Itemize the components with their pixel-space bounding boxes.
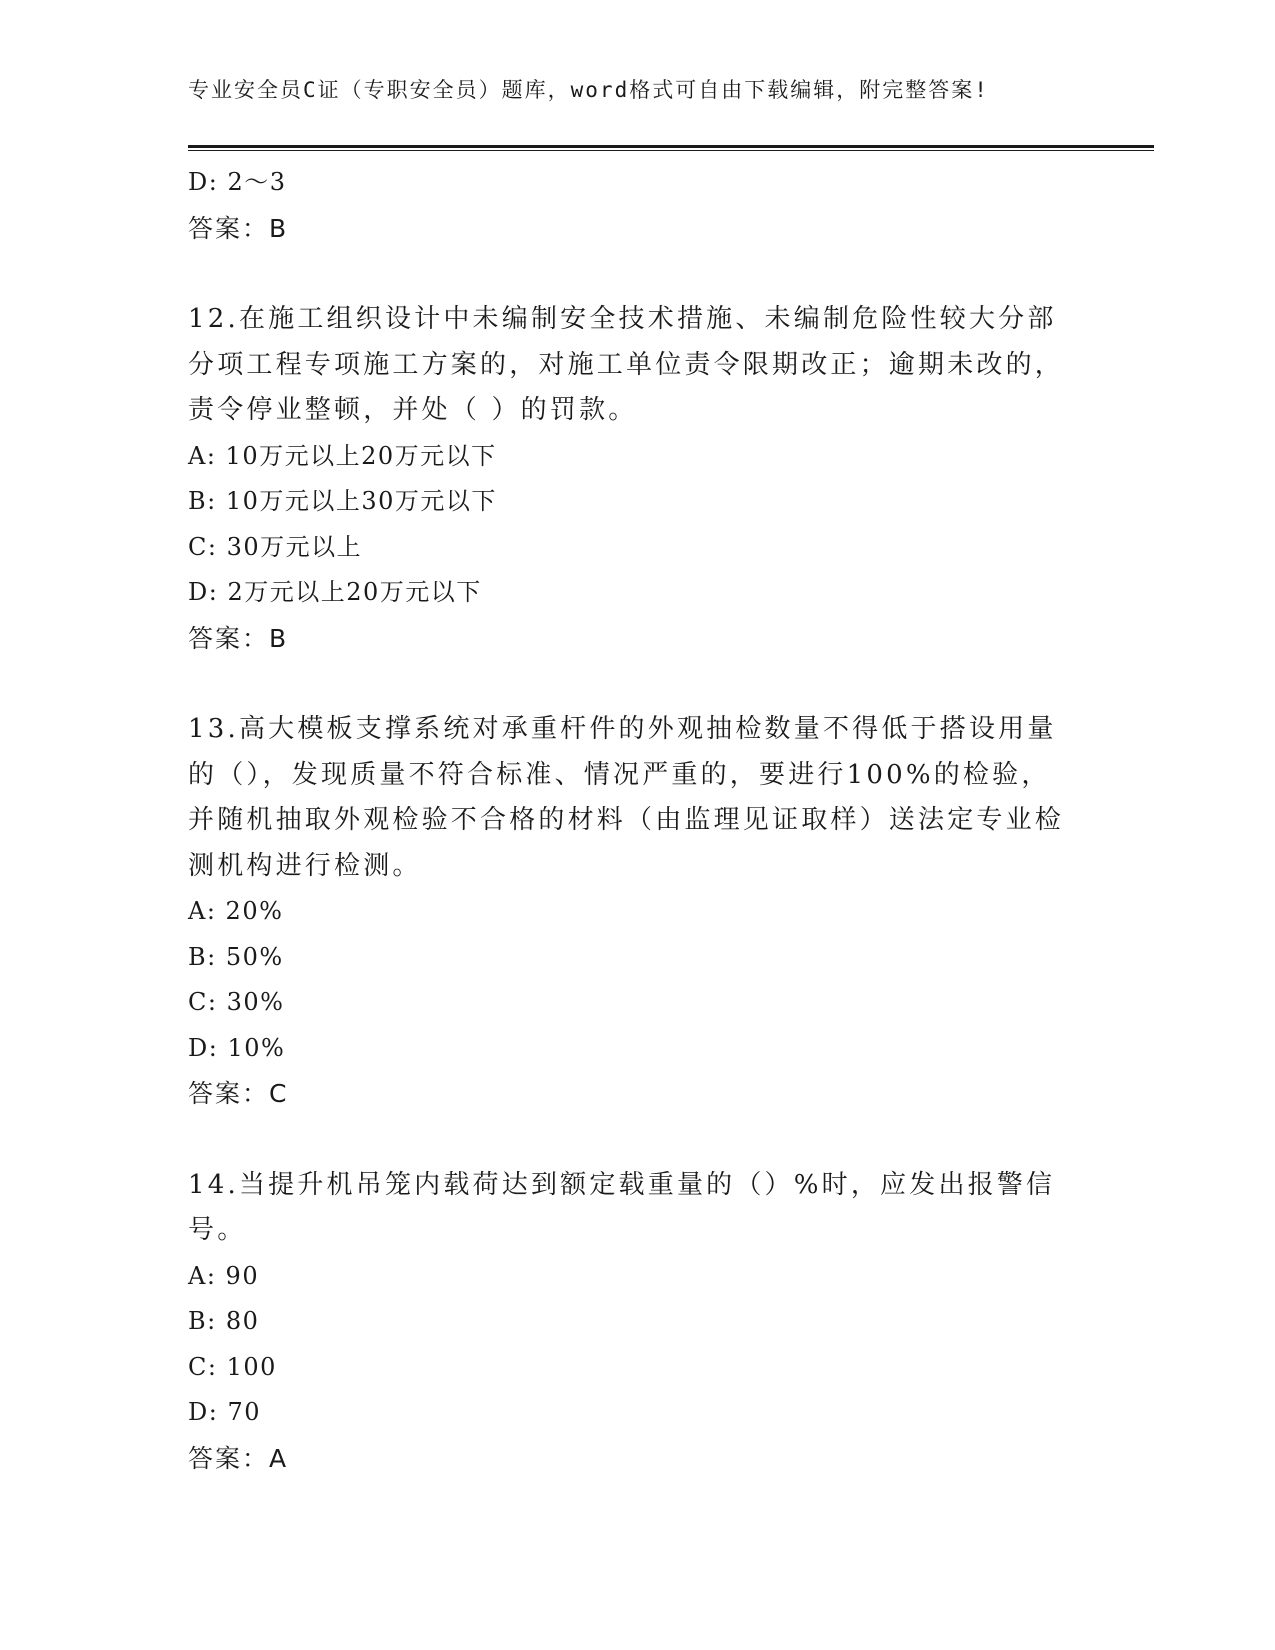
option-d: D: 70 bbox=[188, 1398, 261, 1426]
question-text: 13.高大模板支撑系统对承重杆件的外观抽检数量不得低于搭设用量的（），发现质量不符合标准、情况严重的，要进行100%的检验，并随机抽取外观检验不合格的材料（由监理见证取样）送法定专业检测机构进行检测。 bbox=[188, 714, 1065, 881]
answer-line: 答案：A bbox=[188, 1443, 289, 1473]
document-body bbox=[188, 160, 1088, 1481]
option-b: B: 80 bbox=[188, 1307, 260, 1335]
option-b: B: 10万元以上30万元以下 bbox=[188, 487, 497, 515]
header-rule-thick bbox=[188, 145, 1154, 148]
header-rule-thin bbox=[188, 150, 1154, 151]
answer-line: 答案：B bbox=[188, 623, 289, 653]
answer-line: 答案：B bbox=[188, 213, 289, 243]
answer-line: 答案：C bbox=[188, 1079, 289, 1108]
option-d: D: 2～3 bbox=[188, 168, 287, 196]
option-a: A: 10万元以上20万元以下 bbox=[188, 441, 497, 470]
option-c: C: 30% bbox=[188, 988, 285, 1016]
question-text: 14.当提升机吊笼内载荷达到额定载重量的（）%时，应发出报警信号。 bbox=[188, 1169, 1056, 1245]
question-14 bbox=[188, 1163, 1088, 1482]
option-d: D: 2万元以上20万元以下 bbox=[188, 578, 482, 606]
option-c: C: 100 bbox=[188, 1352, 277, 1381]
previous-question-tail bbox=[188, 160, 1088, 251]
option-a: A: 20% bbox=[188, 897, 284, 925]
question-12 bbox=[188, 297, 1088, 661]
question-text: 12.在施工组织设计中未编制安全技术措施、未编制危险性较大分部分项工程专项施工方案的，对施工单位责令限期改正；逾期未改的，责令停业整顿，并处（ ）的罚款。 bbox=[188, 304, 1065, 425]
option-c: C: 30万元以上 bbox=[188, 532, 363, 561]
page-header: 专业安全员C证（专职安全员）题库，word格式可自由下载编辑，附完整答案! bbox=[188, 78, 989, 102]
option-b: B: 50% bbox=[188, 942, 284, 971]
question-13 bbox=[188, 707, 1088, 1117]
option-d: D: 10% bbox=[188, 1033, 286, 1062]
option-a: A: 90 bbox=[188, 1261, 260, 1290]
